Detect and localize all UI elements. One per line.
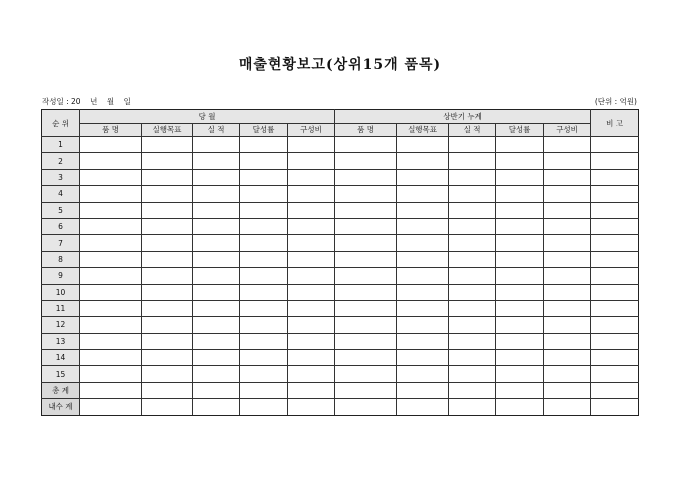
table-cell[interactable] (397, 333, 449, 349)
table-row (42, 202, 639, 218)
table-cell[interactable] (496, 382, 544, 398)
table-cell[interactable] (591, 202, 639, 218)
table-cell[interactable] (449, 235, 496, 251)
half-composition-ratio-header: 구성비 (544, 123, 591, 137)
table-cell[interactable] (544, 268, 591, 284)
table-cell[interactable] (496, 300, 544, 316)
table-cell[interactable] (335, 153, 397, 169)
table-cell[interactable] (397, 186, 449, 202)
rank-cell: 13 (42, 333, 80, 349)
rank-cell: 8 (42, 251, 80, 267)
table-cell[interactable] (591, 350, 639, 366)
table-cell[interactable] (591, 317, 639, 333)
table-cell[interactable] (591, 382, 639, 398)
table-cell[interactable] (142, 251, 193, 267)
table-cell[interactable] (288, 186, 335, 202)
table-cell[interactable] (240, 317, 288, 333)
table-cell[interactable] (80, 202, 142, 218)
table-cell[interactable] (591, 366, 639, 382)
table-cell[interactable] (544, 317, 591, 333)
table-cell[interactable] (449, 317, 496, 333)
table-cell[interactable] (591, 284, 639, 300)
table-cell[interactable] (544, 284, 591, 300)
table-cell[interactable] (335, 137, 397, 153)
table-cell[interactable] (591, 251, 639, 267)
half-achievement-rate-header: 달성률 (496, 123, 544, 137)
table-cell[interactable] (142, 300, 193, 316)
table-cell[interactable] (288, 169, 335, 185)
table-cell[interactable] (240, 218, 288, 234)
table-cell[interactable] (193, 300, 240, 316)
table-cell[interactable] (80, 317, 142, 333)
table-cell[interactable] (591, 268, 639, 284)
table-cell[interactable] (80, 169, 142, 185)
table-cell[interactable] (80, 350, 142, 366)
table-cell[interactable] (80, 366, 142, 382)
table-cell[interactable] (544, 186, 591, 202)
table-cell[interactable] (544, 153, 591, 169)
month-composition-ratio-header: 구성비 (288, 123, 335, 137)
table-cell[interactable] (335, 399, 397, 415)
table-cell[interactable] (240, 186, 288, 202)
table-cell[interactable] (544, 137, 591, 153)
table-cell[interactable] (193, 317, 240, 333)
half-target-header: 실행목표 (397, 123, 449, 137)
table-cell[interactable] (397, 382, 449, 398)
table-cell[interactable] (449, 382, 496, 398)
table-cell[interactable] (142, 235, 193, 251)
table-row (42, 153, 639, 169)
table-cell[interactable] (496, 153, 544, 169)
table-cell[interactable] (335, 186, 397, 202)
table-cell[interactable] (335, 300, 397, 316)
month-actual-header: 실 적 (193, 123, 240, 137)
table-cell[interactable] (591, 169, 639, 185)
table-cell[interactable] (288, 399, 335, 415)
table-cell[interactable] (496, 350, 544, 366)
table-cell[interactable] (335, 350, 397, 366)
table-cell[interactable] (193, 284, 240, 300)
table-cell[interactable] (142, 317, 193, 333)
table-row (42, 186, 639, 202)
report-title: 매출현황보고(상위15개 품목) (238, 57, 442, 73)
table-cell[interactable] (240, 382, 288, 398)
table-cell[interactable] (240, 300, 288, 316)
table-cell[interactable] (449, 202, 496, 218)
unit-label: (단위 : 억원) (594, 97, 637, 106)
table-cell[interactable] (449, 251, 496, 267)
table-cell[interactable] (142, 169, 193, 185)
table-cell[interactable] (397, 350, 449, 366)
table-cell[interactable] (449, 300, 496, 316)
table-cell[interactable] (591, 399, 639, 415)
table-cell[interactable] (80, 284, 142, 300)
table-cell[interactable] (449, 137, 496, 153)
table-cell[interactable] (240, 399, 288, 415)
table-cell[interactable] (80, 399, 142, 415)
rank-cell: 6 (42, 218, 80, 234)
half-actual-header: 실 적 (449, 123, 496, 137)
table-cell[interactable] (449, 186, 496, 202)
total-label: 총 계 (42, 382, 80, 398)
table-cell[interactable] (193, 202, 240, 218)
table-cell[interactable] (449, 284, 496, 300)
table-cell[interactable] (544, 218, 591, 234)
rank-cell: 9 (42, 268, 80, 284)
table-cell[interactable] (397, 399, 449, 415)
rank-cell: 3 (42, 169, 80, 185)
table-cell[interactable] (496, 317, 544, 333)
table-cell[interactable] (544, 350, 591, 366)
table-cell[interactable] (142, 186, 193, 202)
table-cell[interactable] (397, 251, 449, 267)
table-cell[interactable] (397, 317, 449, 333)
rank-header: 순 위 (42, 110, 80, 137)
table-cell[interactable] (80, 251, 142, 267)
table-cell[interactable] (142, 333, 193, 349)
month-item-name-header: 품 명 (80, 123, 142, 137)
table-cell[interactable] (80, 153, 142, 169)
table-cell[interactable] (142, 153, 193, 169)
table-cell[interactable] (288, 366, 335, 382)
table-cell[interactable] (80, 218, 142, 234)
rank-cell: 2 (42, 153, 80, 169)
table-cell[interactable] (240, 350, 288, 366)
rank-cell: 5 (42, 202, 80, 218)
table-cell[interactable] (335, 235, 397, 251)
table-row (42, 218, 639, 234)
table-cell[interactable] (449, 268, 496, 284)
table-row (42, 268, 639, 284)
table-cell[interactable] (288, 153, 335, 169)
table-cell[interactable] (288, 317, 335, 333)
table-cell[interactable] (80, 235, 142, 251)
table-cell[interactable] (142, 137, 193, 153)
table-cell[interactable] (193, 137, 240, 153)
table-cell[interactable] (335, 268, 397, 284)
table-cell[interactable] (397, 202, 449, 218)
table-cell[interactable] (544, 300, 591, 316)
table-cell[interactable] (335, 382, 397, 398)
table-cell[interactable] (449, 218, 496, 234)
table-cell[interactable] (193, 268, 240, 284)
table-cell[interactable] (335, 169, 397, 185)
table-cell[interactable] (288, 284, 335, 300)
table-cell[interactable] (288, 300, 335, 316)
table-cell[interactable] (335, 333, 397, 349)
table-cell[interactable] (80, 300, 142, 316)
table-cell[interactable] (193, 333, 240, 349)
table-row (42, 284, 639, 300)
table-cell[interactable] (80, 333, 142, 349)
rank-cell: 15 (42, 366, 80, 382)
table-cell[interactable] (449, 399, 496, 415)
table-cell[interactable] (496, 251, 544, 267)
half-year-header: 상반기 누계 (335, 110, 591, 124)
table-cell[interactable] (591, 300, 639, 316)
table-cell[interactable] (496, 399, 544, 415)
table-cell[interactable] (496, 284, 544, 300)
table-cell[interactable] (80, 186, 142, 202)
table-cell[interactable] (496, 333, 544, 349)
domestic-total-label: 내수 계 (42, 399, 80, 415)
table-cell[interactable] (288, 333, 335, 349)
table-cell[interactable] (80, 137, 142, 153)
table-cell[interactable] (142, 202, 193, 218)
table-cell[interactable] (240, 235, 288, 251)
table-cell[interactable] (496, 202, 544, 218)
rank-cell: 11 (42, 300, 80, 316)
table-cell[interactable] (335, 202, 397, 218)
table-cell[interactable] (496, 366, 544, 382)
table-cell[interactable] (591, 137, 639, 153)
table-cell[interactable] (142, 399, 193, 415)
table-cell[interactable] (142, 218, 193, 234)
table-cell[interactable] (193, 218, 240, 234)
table-cell[interactable] (142, 382, 193, 398)
table-row (42, 317, 639, 333)
table-cell[interactable] (544, 202, 591, 218)
table-cell[interactable] (397, 235, 449, 251)
table-row (42, 300, 639, 316)
table-cell[interactable] (193, 235, 240, 251)
note-header: 비 고 (591, 110, 639, 137)
table-row (42, 137, 639, 153)
table-cell[interactable] (193, 399, 240, 415)
table-cell[interactable] (240, 366, 288, 382)
table-row (42, 399, 639, 415)
table-cell[interactable] (193, 366, 240, 382)
table-cell[interactable] (288, 218, 335, 234)
table-cell[interactable] (80, 382, 142, 398)
table-cell[interactable] (288, 382, 335, 398)
table-cell[interactable] (193, 153, 240, 169)
table-cell[interactable] (496, 218, 544, 234)
table-cell[interactable] (397, 137, 449, 153)
table-cell[interactable] (335, 251, 397, 267)
table-cell[interactable] (496, 235, 544, 251)
rank-cell: 4 (42, 186, 80, 202)
table-cell[interactable] (449, 366, 496, 382)
table-cell[interactable] (544, 235, 591, 251)
table-cell[interactable] (544, 251, 591, 267)
rank-cell: 7 (42, 235, 80, 251)
table-cell[interactable] (496, 169, 544, 185)
table-cell[interactable] (193, 169, 240, 185)
table-cell[interactable] (591, 186, 639, 202)
table-cell[interactable] (240, 137, 288, 153)
table-cell[interactable] (240, 202, 288, 218)
table-cell[interactable] (591, 218, 639, 234)
table-cell[interactable] (397, 366, 449, 382)
table-cell[interactable] (288, 268, 335, 284)
table-cell[interactable] (591, 153, 639, 169)
table-cell[interactable] (397, 284, 449, 300)
table-row (42, 382, 639, 398)
table-cell[interactable] (335, 366, 397, 382)
table-row (42, 235, 639, 251)
table-cell[interactable] (335, 218, 397, 234)
table-cell[interactable] (397, 169, 449, 185)
table-cell[interactable] (142, 350, 193, 366)
table-cell[interactable] (193, 186, 240, 202)
table-cell[interactable] (544, 366, 591, 382)
table-cell[interactable] (397, 218, 449, 234)
table-cell[interactable] (288, 350, 335, 366)
table-cell[interactable] (544, 169, 591, 185)
table-cell[interactable] (397, 268, 449, 284)
table-row (42, 169, 639, 185)
table-cell[interactable] (496, 137, 544, 153)
table-cell[interactable] (397, 300, 449, 316)
table-cell[interactable] (544, 382, 591, 398)
table-cell[interactable] (288, 251, 335, 267)
table-row (42, 366, 639, 382)
table-row (42, 251, 639, 267)
table-cell[interactable] (288, 235, 335, 251)
table-cell[interactable] (288, 202, 335, 218)
table-cell[interactable] (544, 399, 591, 415)
table-cell[interactable] (240, 251, 288, 267)
table-cell[interactable] (496, 186, 544, 202)
table-cell[interactable] (240, 268, 288, 284)
table-cell[interactable] (397, 153, 449, 169)
table-cell[interactable] (335, 284, 397, 300)
rank-cell: 10 (42, 284, 80, 300)
table-cell[interactable] (240, 169, 288, 185)
current-month-header: 당 월 (80, 110, 335, 124)
month-target-header: 실행목표 (142, 123, 193, 137)
table-cell[interactable] (193, 251, 240, 267)
rank-cell: 12 (42, 317, 80, 333)
rank-cell: 1 (42, 137, 80, 153)
table-cell[interactable] (449, 169, 496, 185)
sales-report-table (41, 109, 639, 416)
table-cell[interactable] (591, 333, 639, 349)
date-label: 작성일 : 20 년 월 일 (42, 97, 131, 106)
table-cell[interactable] (335, 317, 397, 333)
table-cell[interactable] (142, 366, 193, 382)
table-cell[interactable] (496, 268, 544, 284)
table-cell[interactable] (240, 153, 288, 169)
table-cell[interactable] (449, 350, 496, 366)
table-cell[interactable] (591, 235, 639, 251)
table-cell[interactable] (240, 284, 288, 300)
table-cell[interactable] (240, 333, 288, 349)
table-cell[interactable] (288, 137, 335, 153)
half-item-name-header: 품 명 (335, 123, 397, 137)
month-achievement-rate-header: 달성률 (240, 123, 288, 137)
table-cell[interactable] (142, 284, 193, 300)
table-cell[interactable] (449, 153, 496, 169)
rank-cell: 14 (42, 350, 80, 366)
table-cell[interactable] (193, 382, 240, 398)
table-row (42, 333, 639, 349)
table-cell[interactable] (449, 333, 496, 349)
table-row (42, 350, 639, 366)
table-cell[interactable] (142, 268, 193, 284)
table-cell[interactable] (80, 268, 142, 284)
table-cell[interactable] (193, 350, 240, 366)
table-cell[interactable] (544, 333, 591, 349)
